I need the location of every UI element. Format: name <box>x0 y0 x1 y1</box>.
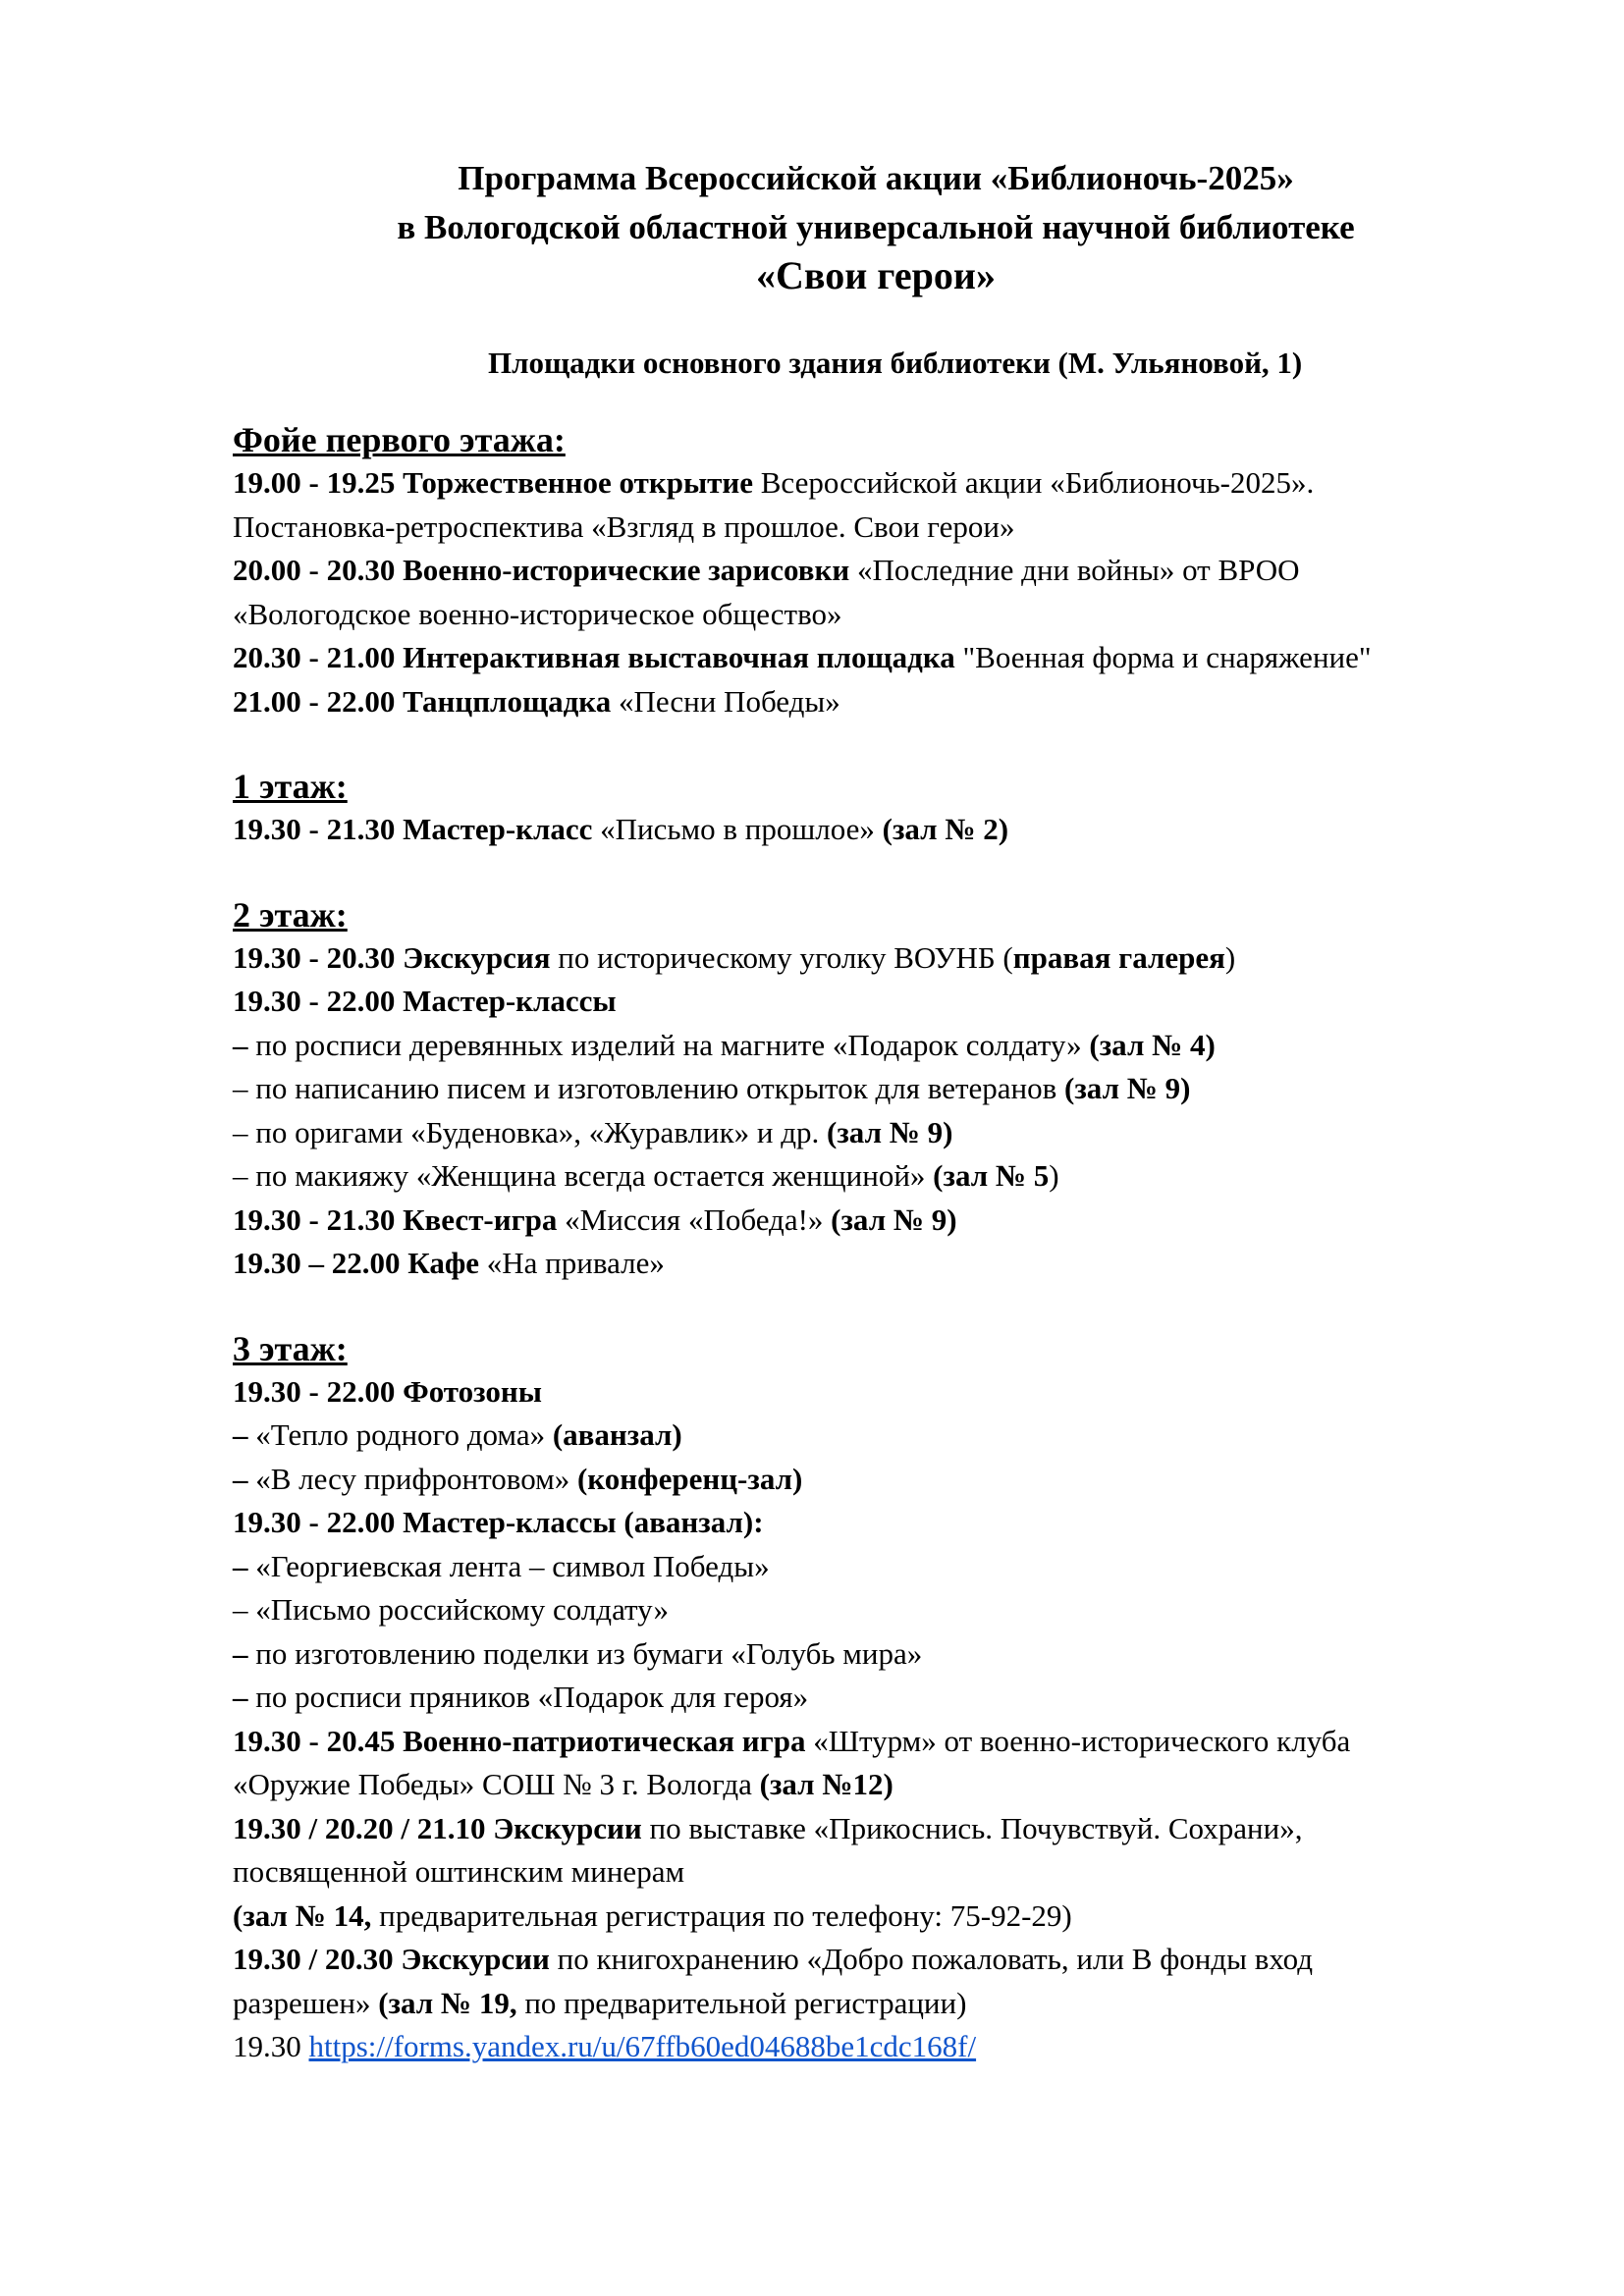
registration-link[interactable]: https://forms.yandex.ru/u/67ffb60ed04688be1cdc168f/ <box>308 2029 977 2063</box>
program-line <box>233 1370 1529 1415</box>
bold-text: 20.00 - 20.30 Военно-исторические зарисовки <box>233 553 850 587</box>
program-section <box>233 893 1529 1286</box>
program-line <box>233 1676 1529 1720</box>
bold-text: 19.30 - 21.30 Мастер-класс <box>233 812 593 846</box>
bold-text: 19.00 - 19.25 Торжественное открытие <box>233 465 753 500</box>
bold-text: 19.30 - 22.00 Фотозоны <box>233 1373 542 1409</box>
text: по выставке «Прикоснись. Почувствуй. Сохрани», <box>641 1810 1303 1845</box>
program-line <box>233 1850 1529 1895</box>
bold-text: (зал №12) <box>759 1767 893 1801</box>
bold-text: 19.30 – 22.00 Кафе <box>233 1246 480 1280</box>
bold-text: – <box>233 1417 248 1452</box>
bold-text: 19.30 - 22.00 Мастер-классы (аванзал): <box>233 1505 764 1539</box>
section-title: 1 этаж: <box>233 767 348 806</box>
text: посвященной оштинским минерам <box>233 1854 685 1889</box>
text: "Военная форма и снаряжение" <box>954 640 1372 674</box>
text: «Миссия «Победа!» <box>557 1201 832 1237</box>
program-line <box>233 1982 1529 2026</box>
text: «Вологодское военно-историческое общество» <box>233 596 842 631</box>
text: по книгохранению «Добро пожаловать, или В фонды вход <box>549 1942 1314 1976</box>
bold-text: 19.30 - 22.00 Мастер-классы <box>233 984 617 1018</box>
bold-text: 21.00 - 22.00 Танцплощадка <box>233 683 612 719</box>
program-line <box>233 549 1529 593</box>
program-line <box>233 1501 1529 1545</box>
bold-text: – <box>233 1461 248 1496</box>
section-title: 2 этаж: <box>233 894 348 934</box>
bold-text: – <box>233 1680 248 1714</box>
venue-heading: Площадки основного здания библиотеки (М. Ульяновой, 1) <box>488 346 1303 380</box>
program-line <box>233 1720 1529 1764</box>
bold-text: правая галерея <box>1012 939 1225 975</box>
text: по предварительной регистрации) <box>516 1985 967 2020</box>
text: – «Письмо российскому солдату» <box>233 1592 669 1627</box>
text: по росписи пряников «Подарок для героя» <box>247 1680 809 1714</box>
text: Постановка-ретроспектива «Взгляд в прошлое. Свои герои» <box>233 508 1015 544</box>
program-line <box>233 1763 1529 1807</box>
text: по историческому уголку ВОУНБ ( <box>550 939 1013 975</box>
text: по росписи деревянных изделий на магните «Подарок солдату» <box>247 1027 1090 1062</box>
program-line <box>233 1545 1529 1589</box>
program-line <box>233 2025 1529 2069</box>
text: «Штурм» от военно-исторического клуба <box>805 1723 1351 1758</box>
program-line <box>233 808 1529 852</box>
program-line <box>233 1588 1529 1632</box>
bold-text: 20.30 - 21.00 Интерактивная выставочная площадка <box>233 640 955 674</box>
document-title: Программа Всероссийской акции «Библионочь-2025» <box>458 159 1294 197</box>
text: – по макияжу «Женщина всегда остается женщиной» <box>233 1158 934 1193</box>
bold-text: 19.30 - 20.45 Военно-патриотическая игра <box>233 1723 806 1758</box>
bold-text: (зал № 5 <box>933 1158 1050 1193</box>
bold-text: (зал № 9) <box>1064 1071 1191 1105</box>
bold-text: 19.30 / 20.20 / 21.10 Экскурсии <box>233 1810 642 1845</box>
program-line <box>233 1024 1529 1068</box>
text: «Песни Победы» <box>611 683 840 719</box>
program-line <box>233 1199 1529 1243</box>
bold-text: (зал № 4) <box>1089 1027 1216 1062</box>
text: ) <box>1049 1158 1059 1193</box>
program-line <box>233 1242 1529 1286</box>
program-line <box>233 1111 1529 1155</box>
program-line <box>233 680 1529 724</box>
event-name: «Свои герои» <box>756 253 996 297</box>
program-line <box>233 506 1529 550</box>
document-subtitle: в Вологодской областной универсальной научной библиотеке <box>397 208 1355 246</box>
bold-text: – <box>233 1548 248 1583</box>
bold-text: (зал № 14, <box>233 1897 372 1933</box>
text: «В лесу прифронтовом» <box>247 1461 577 1496</box>
bold-text: (зал № 19, <box>378 1985 517 2020</box>
section-title: 3 этаж: <box>233 1328 348 1368</box>
text: «Тепло родного дома» <box>247 1417 553 1452</box>
bold-text: 19.30 / 20.30 Экскурсии <box>233 1942 550 1976</box>
program-line <box>233 636 1529 680</box>
program-line <box>233 1154 1529 1199</box>
program-line <box>233 1632 1529 1677</box>
text: Всероссийской акции «Библионочь-2025». <box>753 465 1315 500</box>
program-content <box>233 418 1529 2069</box>
bold-text: 19.30 - 21.30 Квест-игра <box>233 1201 558 1237</box>
text: «Оружие Победы» СОШ № 3 г. Вологда <box>233 1767 760 1801</box>
bold-text: (конференц-зал) <box>576 1461 803 1496</box>
program-line <box>233 1458 1529 1502</box>
program-line <box>233 1067 1529 1111</box>
program-line <box>233 1938 1529 1982</box>
text: предварительная регистрация по телефону: 75-92-29) <box>371 1897 1072 1933</box>
text: разрешен» <box>233 1985 379 2020</box>
program-section <box>233 418 1529 723</box>
program-line <box>233 980 1529 1024</box>
program-line <box>233 1807 1529 1851</box>
text: – по написанию писем и изготовлению открыток для ветеранов <box>233 1071 1065 1105</box>
text: 19.30 <box>233 2029 309 2063</box>
program-line <box>233 461 1529 506</box>
program-line <box>233 936 1529 981</box>
text: «Георгиевская лента – символ Победы» <box>247 1548 770 1583</box>
bold-text: – <box>233 1635 248 1671</box>
text: по изготовлению поделки из бумаги «Голубь мира» <box>247 1635 923 1671</box>
bold-text: (аванзал) <box>552 1417 682 1452</box>
program-section <box>233 765 1529 852</box>
text: «Письмо в прошлое» <box>592 812 883 846</box>
text: – по оригами «Буденовка», «Журавлик» и др. <box>233 1114 828 1149</box>
program-section <box>233 1327 1529 2069</box>
bold-text: 19.30 - 20.30 Экскурсия <box>233 939 551 975</box>
text: «Последние дни войны» от ВРОО <box>849 553 1300 587</box>
bold-text: (зал № 9) <box>831 1201 957 1237</box>
bold-text: (зал № 9) <box>827 1114 953 1149</box>
text: «На привале» <box>479 1246 665 1280</box>
section-title: Фойе первого этажа: <box>233 420 566 459</box>
bold-text: – <box>233 1027 248 1062</box>
program-line <box>233 1895 1529 1939</box>
bold-text: (зал № 2) <box>882 812 1009 846</box>
text: ) <box>1224 939 1236 975</box>
program-line <box>233 593 1529 637</box>
program-line <box>233 1414 1529 1458</box>
